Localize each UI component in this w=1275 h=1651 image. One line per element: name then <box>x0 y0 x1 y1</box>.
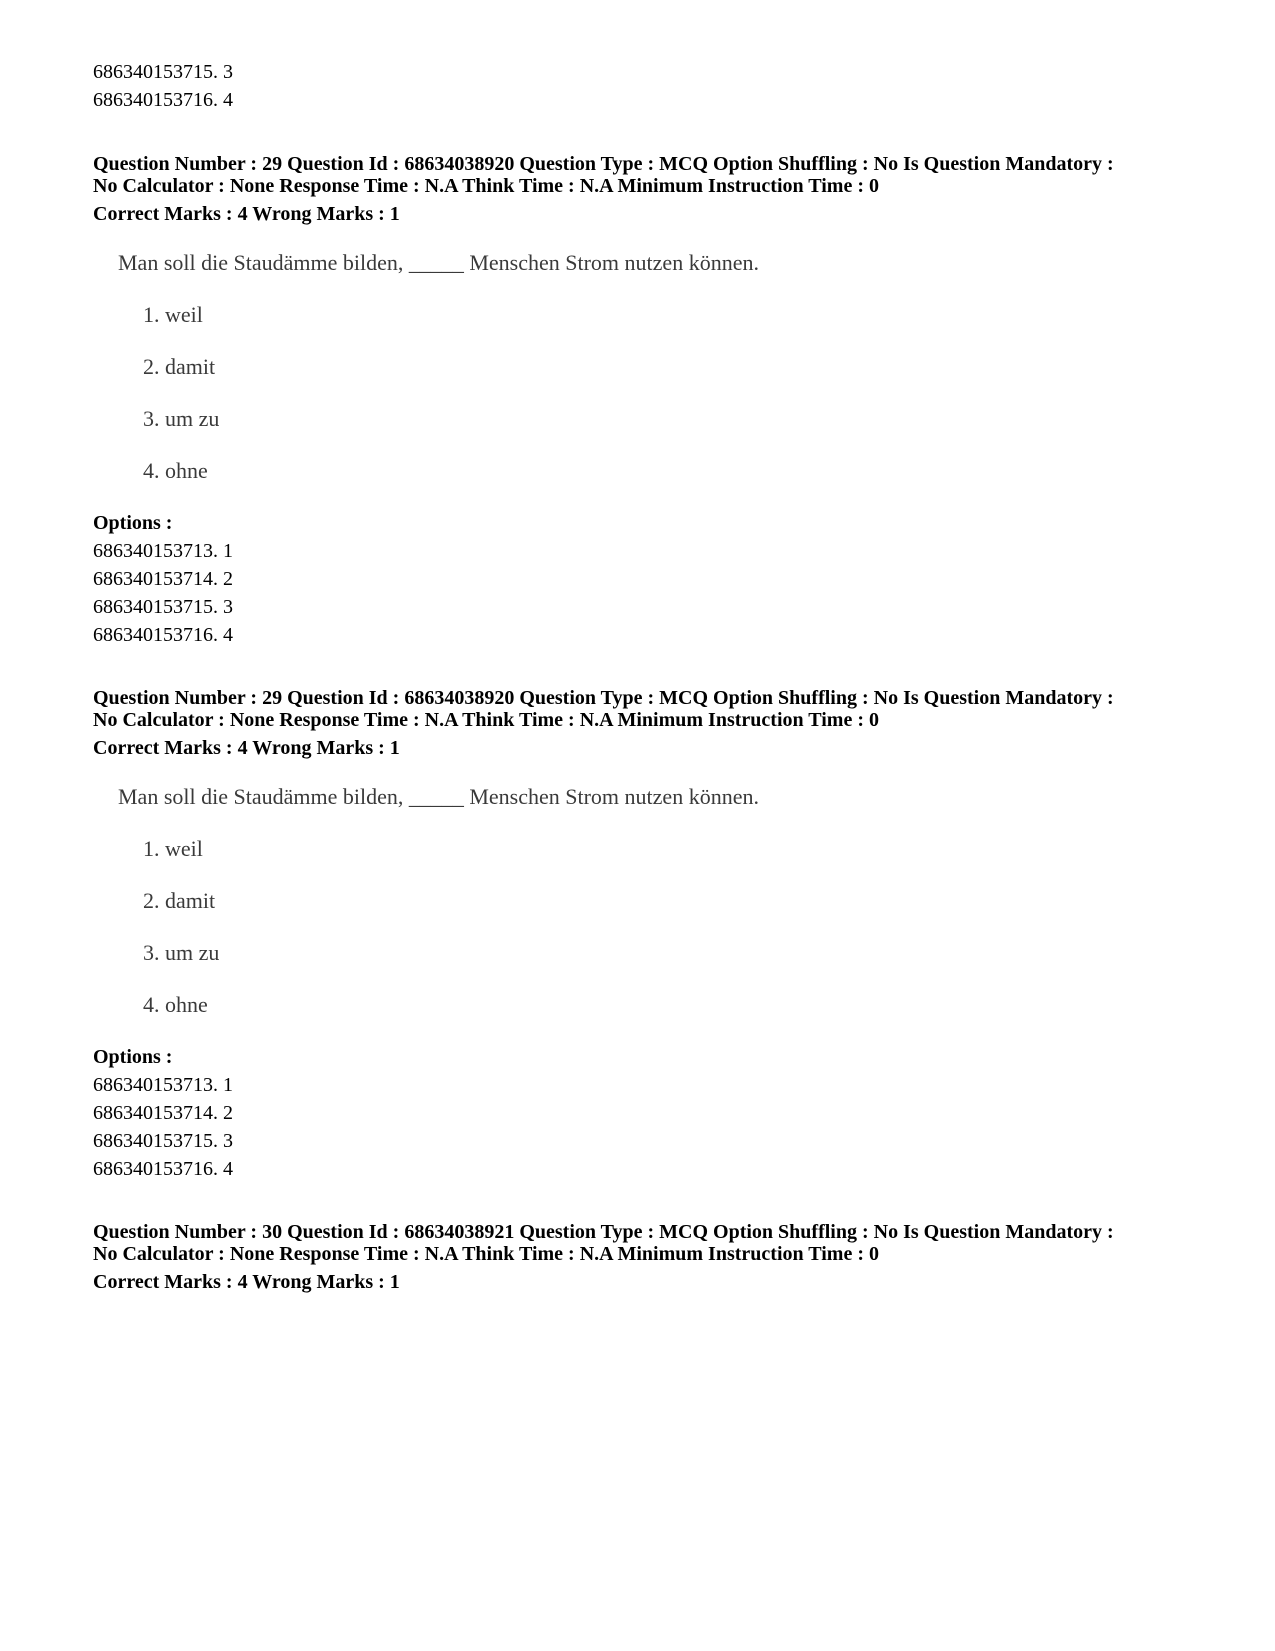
option-line: 686340153715. 3 <box>93 61 233 83</box>
choice-item: 2. damit <box>143 888 216 913</box>
question-header: Question Number : 30 Question Id : 68634038921 Question Type : MCQ Option Shuffling : No Is Question Mandatory : <box>93 1221 1114 1243</box>
question-header: Question Number : 29 Question Id : 68634038920 Question Type : MCQ Option Shuffling : No Is Question Mandatory : <box>93 687 1114 709</box>
question-header-cont: No Calculator : None Response Time : N.A Think Time : N.A Minimum Instruction Time : 0 <box>93 1243 879 1265</box>
choice-item: 1. weil <box>143 836 203 861</box>
option-line: 686340153714. 2 <box>93 568 233 590</box>
question-header-cont: No Calculator : None Response Time : N.A Think Time : N.A Minimum Instruction Time : 0 <box>93 709 879 731</box>
options-label: Options : <box>93 512 173 534</box>
option-line: 686340153715. 3 <box>93 1130 233 1152</box>
option-line: 686340153715. 3 <box>93 596 233 618</box>
marks-line: Correct Marks : 4 Wrong Marks : 1 <box>93 203 400 225</box>
option-line: 686340153716. 4 <box>93 624 233 646</box>
question-text: Man soll die Staudämme bilden, _____ Menschen Strom nutzen können. <box>118 784 759 809</box>
marks-line: Correct Marks : 4 Wrong Marks : 1 <box>93 1271 400 1293</box>
option-line: 686340153714. 2 <box>93 1102 233 1124</box>
option-line: 686340153716. 4 <box>93 89 233 111</box>
option-line: 686340153716. 4 <box>93 1158 233 1180</box>
option-line: 686340153713. 1 <box>93 1074 233 1096</box>
choice-item: 4. ohne <box>143 458 208 483</box>
question-header: Question Number : 29 Question Id : 68634038920 Question Type : MCQ Option Shuffling : No Is Question Mandatory : <box>93 153 1114 175</box>
choice-item: 3. um zu <box>143 940 220 965</box>
choice-item: 4. ohne <box>143 992 208 1017</box>
question-text: Man soll die Staudämme bilden, _____ Menschen Strom nutzen können. <box>118 250 759 275</box>
question-header-cont: No Calculator : None Response Time : N.A Think Time : N.A Minimum Instruction Time : 0 <box>93 175 879 197</box>
option-line: 686340153713. 1 <box>93 540 233 562</box>
choice-item: 2. damit <box>143 354 216 379</box>
marks-line: Correct Marks : 4 Wrong Marks : 1 <box>93 737 400 759</box>
choice-item: 1. weil <box>143 302 203 327</box>
choice-item: 3. um zu <box>143 406 220 431</box>
options-label: Options : <box>93 1046 173 1068</box>
